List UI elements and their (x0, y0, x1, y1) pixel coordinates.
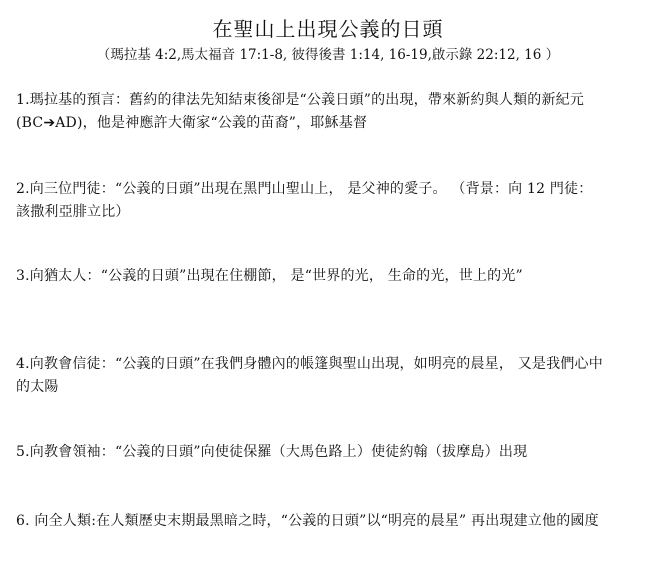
point-2: 2.向三位門徒：“公義的日頭”出現在黑門山聖山上， 是父神的愛子。 （背景：向 12 門徒：該撒利亞腓立比） (16, 181, 593, 220)
document-title: 在聖山上出現公義的日頭 (212, 17, 444, 41)
point-5: 5.向教會領袖：“公義的日頭”向使徒保羅（大馬色路上）使徒約翰（拔摩島）出現 (16, 444, 528, 460)
point-6: 6. 向全人類:在人類歷史末期最黑暗之時，“公義的日頭”以“明亮的晨星” 再出現建立他的國度 (16, 513, 599, 529)
point-4: 4.向教會信徒：“公義的日頭”在我們身體內的帳篷與聖山出現，如明亮的晨星， 又是我們心中的太陽 (16, 356, 603, 395)
point-1: 1.瑪拉基的預言：舊約的律法先知結束後卻是“公義日頭”的出現，帶來新約與人類的新紀元(BC➔AD)，他是神應許大衛家“公義的苗裔”，耶穌基督 (16, 92, 585, 131)
scripture-references: （瑪拉基 4:2,馬太福音 17:1-8, 彼得後書 1:14, 16-19,啟示錄 22:12, 16 ） (96, 47, 560, 63)
point-3: 3.向猶太人：“公義的日頭”出現在住棚節， 是“世界的光， 生命的光，世上的光” (16, 268, 523, 284)
